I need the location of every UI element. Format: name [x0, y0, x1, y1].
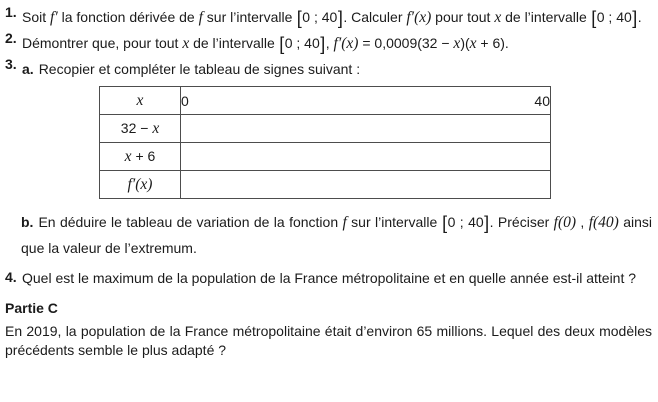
text-run: )(	[460, 35, 470, 51]
math-run: x	[494, 9, 502, 26]
text-run: ,	[325, 35, 334, 51]
math-run: f′	[50, 9, 58, 26]
math-run: f(40)	[588, 214, 619, 231]
interval-bracket: ]	[484, 212, 490, 233]
table-header-x-plus-6	[100, 143, 181, 171]
math-run: x	[136, 92, 144, 110]
table-header-f-prime	[100, 171, 181, 199]
question-3b	[21, 209, 652, 261]
table-cell-empty	[181, 115, 551, 143]
table-cell-empty	[181, 171, 551, 199]
question-3-number: 3.	[5, 56, 17, 72]
interval-values: 0 ; 40	[284, 35, 320, 51]
interval-bracket: ]	[320, 33, 326, 54]
question-1-number: 1.	[5, 4, 17, 20]
text-run: Soit	[22, 9, 51, 25]
text-run: sur l’intervalle	[346, 214, 442, 230]
table-row-f-prime	[100, 171, 551, 199]
part-c-heading: Partie C	[5, 299, 58, 316]
math-run: x	[469, 35, 477, 52]
math-run: f′(x)	[406, 9, 432, 26]
interval-bracket: [	[279, 33, 285, 54]
math-run: x	[182, 35, 190, 52]
x-min: 0	[181, 92, 189, 109]
text-run: 32 −	[120, 120, 153, 137]
text-run: . Calculer	[343, 9, 407, 25]
table-row-x-plus-6	[100, 143, 551, 171]
text-run: = 0,0009(32 −	[358, 35, 454, 51]
math-run: f	[198, 9, 203, 26]
interval-bracket: ]	[632, 7, 638, 28]
question-4	[5, 269, 652, 289]
text-run: ainsi que la valeur de l’extremum.	[21, 214, 653, 256]
text-run: Recopier et compléter le tableau de signes suivant :	[38, 61, 361, 77]
table-header-x	[100, 87, 181, 115]
question-4-text	[22, 269, 652, 289]
table-header-32-minus-x	[100, 115, 181, 143]
math-run: x	[453, 35, 461, 52]
math-run: f′(x)	[127, 176, 153, 194]
question-3a-letter: a.	[22, 61, 34, 77]
text-run: sur l’intervalle	[202, 9, 297, 25]
text-run: de l’intervalle	[501, 9, 591, 25]
text-run: + 6	[131, 148, 156, 165]
text-run: En 2019, la population de la France métropolitaine était d’environ 65 millions. Lequel des deux modèles précédents semble le plus adapté ?	[5, 322, 652, 358]
text-run: Quel est le maximum de la population de la France métropolitaine et en quelle année est-il atteint ?	[22, 270, 637, 286]
text-run: de l’intervalle	[189, 35, 279, 51]
text-run: + 6).	[476, 35, 509, 51]
text-run: Démontrer que, pour tout	[22, 35, 183, 51]
text-run: ,	[576, 214, 589, 230]
part-c-text	[5, 322, 652, 361]
math-run: f(0)	[553, 214, 577, 231]
text-run: pour tout	[431, 9, 495, 25]
question-4-number: 4.	[5, 269, 17, 285]
table-cell-x-range	[181, 87, 551, 115]
table-row-x	[100, 87, 551, 115]
table-row-32-minus-x	[100, 115, 551, 143]
x-range	[181, 93, 550, 109]
text-run: En déduire le tableau de variation de la fonction	[38, 214, 343, 230]
question-1-text	[22, 4, 652, 30]
math-run: x	[152, 120, 160, 138]
interval-values: 0 ; 40	[302, 9, 338, 25]
question-3a-text	[22, 56, 652, 82]
x-max: 40	[534, 92, 550, 109]
interval-bracket: ]	[337, 7, 343, 28]
question-2-number: 2.	[5, 30, 17, 46]
question-1	[5, 4, 652, 30]
sign-table	[99, 86, 551, 199]
text-run: la fonction dérivée de	[57, 9, 199, 25]
interval-bracket: [	[296, 7, 302, 28]
text-run: . Préciser	[489, 214, 554, 230]
question-3b-letter: b.	[21, 214, 34, 230]
math-run: x	[124, 148, 132, 166]
text-run: .	[637, 9, 642, 25]
table-cell-empty	[181, 143, 551, 171]
interval-values: 0 ; 40	[447, 214, 484, 230]
math-run: f	[342, 214, 347, 231]
question-2	[5, 30, 652, 56]
interval-values: 0 ; 40	[596, 9, 632, 25]
question-2-text	[22, 30, 652, 56]
interval-bracket: [	[442, 212, 448, 233]
math-run: f′(x)	[333, 35, 359, 52]
question-3a	[5, 56, 652, 82]
interval-bracket: [	[591, 7, 597, 28]
